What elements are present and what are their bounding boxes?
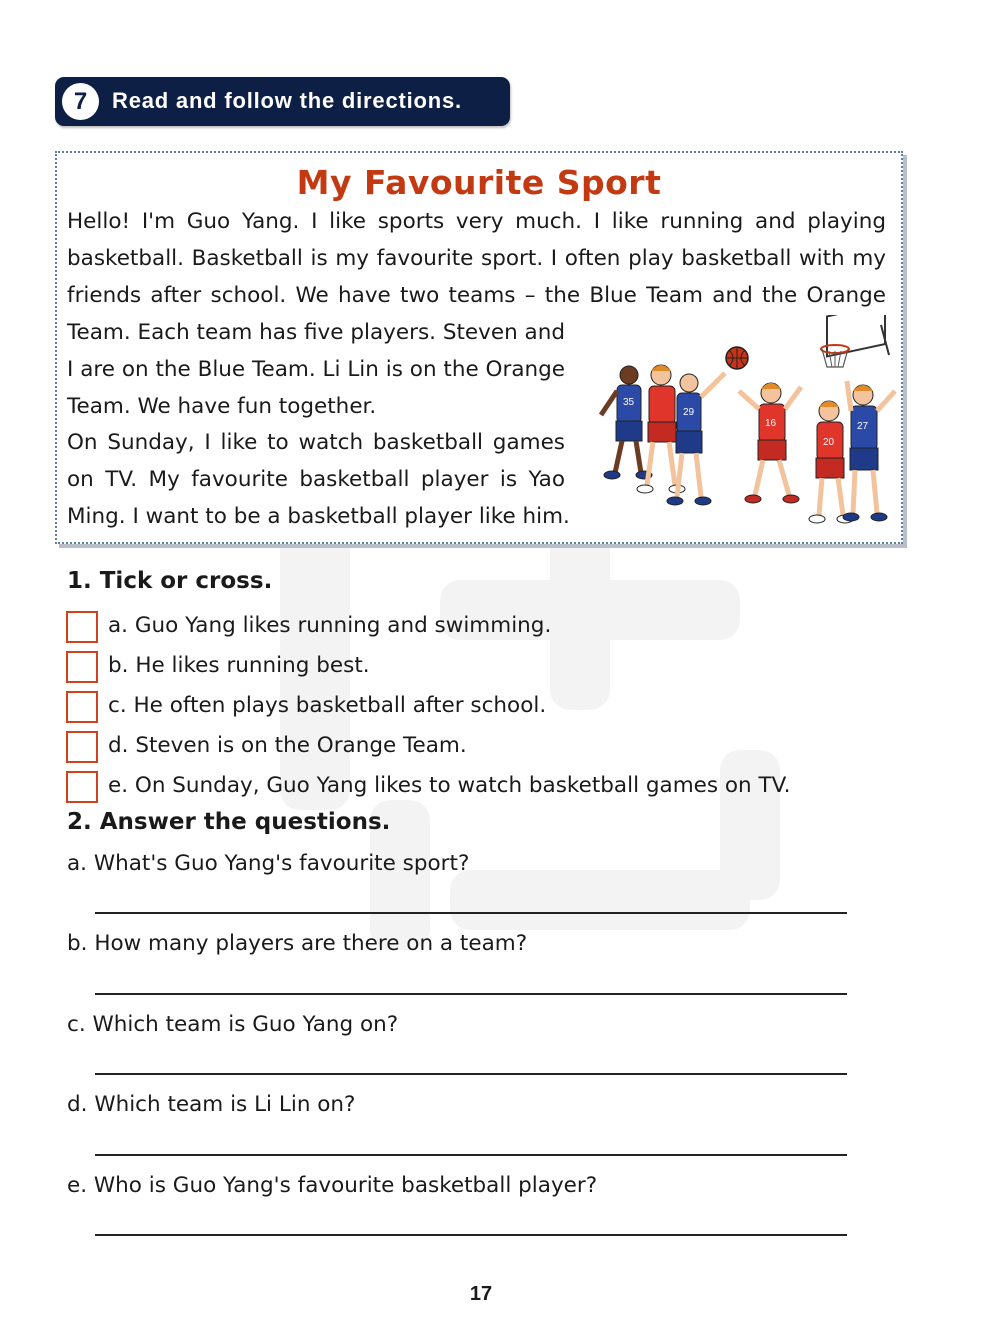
part1-heading: 1. Tick or cross. [67,568,273,594]
section-header [55,77,510,126]
tick-item [66,771,916,805]
tick-checkbox[interactable] [66,691,98,723]
section-number: 7 [62,83,99,120]
passage-line: Team. We have fun together. [67,394,377,419]
tick-item [66,731,916,765]
answer-line[interactable] [95,993,847,995]
passage-line: I are on the Blue Team. Li Lin is on the Orange [67,357,565,382]
passage-line: On Sunday, I like to watch basketball games [67,430,565,455]
tick-statement: d. Steven is on the Orange Team. [108,733,467,758]
passage-line: Ming. I want to be a basketball player like him. [67,504,570,529]
tick-statement: e. On Sunday, Guo Yang likes to watch basketball games on TV. [108,773,791,798]
passage-line: basketball. Basketball is my favourite sport. I often play basketball with my [67,246,886,271]
question-text: d. Which team is Li Lin on? [67,1092,356,1117]
passage-line: friends after school. We have two teams – the Blue Team and the Orange [67,283,886,308]
tick-checkbox[interactable] [66,731,98,763]
jersey-number: 29 [683,407,695,418]
jersey-number: 20 [823,437,835,448]
question-text: b. How many players are there on a team? [67,931,528,956]
tick-item [66,651,916,685]
passage-line: Hello! I'm Guo Yang. I like sports very much. I like running and playing [67,209,886,234]
answer-line[interactable] [95,1154,847,1156]
page-number: 17 [469,1283,493,1305]
section-title: Read and follow the directions. [112,88,462,113]
answer-line[interactable] [95,1073,847,1075]
tick-statement: b. He likes running best. [108,653,370,678]
passage-line: Team. Each team has five players. Steven and [67,320,565,345]
answer-line[interactable] [95,1234,847,1236]
jersey-number: 16 [765,418,777,429]
question-text: a. What's Guo Yang's favourite sport? [67,851,470,876]
passage-line: on TV. My favourite basketball player is Yao [67,467,565,492]
jersey-number: 27 [857,421,869,432]
player-icon [739,383,801,503]
tick-checkbox[interactable] [66,771,98,803]
tick-statement: a. Guo Yang likes running and swimming. [108,613,552,638]
basketball-players-illustration [589,315,899,535]
question-text: e. Who is Guo Yang's favourite basketball player? [67,1173,598,1198]
passage-box [55,151,903,544]
part2-heading: 2. Answer the questions. [67,809,391,835]
basketball-hoop-icon [821,315,889,367]
tick-checkbox[interactable] [66,611,98,643]
answer-line[interactable] [95,912,847,914]
passage-title: My Favourite Sport [296,163,662,202]
tick-item [66,691,916,725]
tick-checkbox[interactable] [66,651,98,683]
basketball-icon [726,347,748,369]
player-icon [843,381,895,521]
jersey-number: 35 [623,397,635,408]
tick-item [66,611,916,645]
player-icon [809,401,853,523]
tick-statement: c. He often plays basketball after school. [108,693,547,718]
player-icon [601,366,652,479]
question-text: c. Which team is Guo Yang on? [67,1012,399,1037]
